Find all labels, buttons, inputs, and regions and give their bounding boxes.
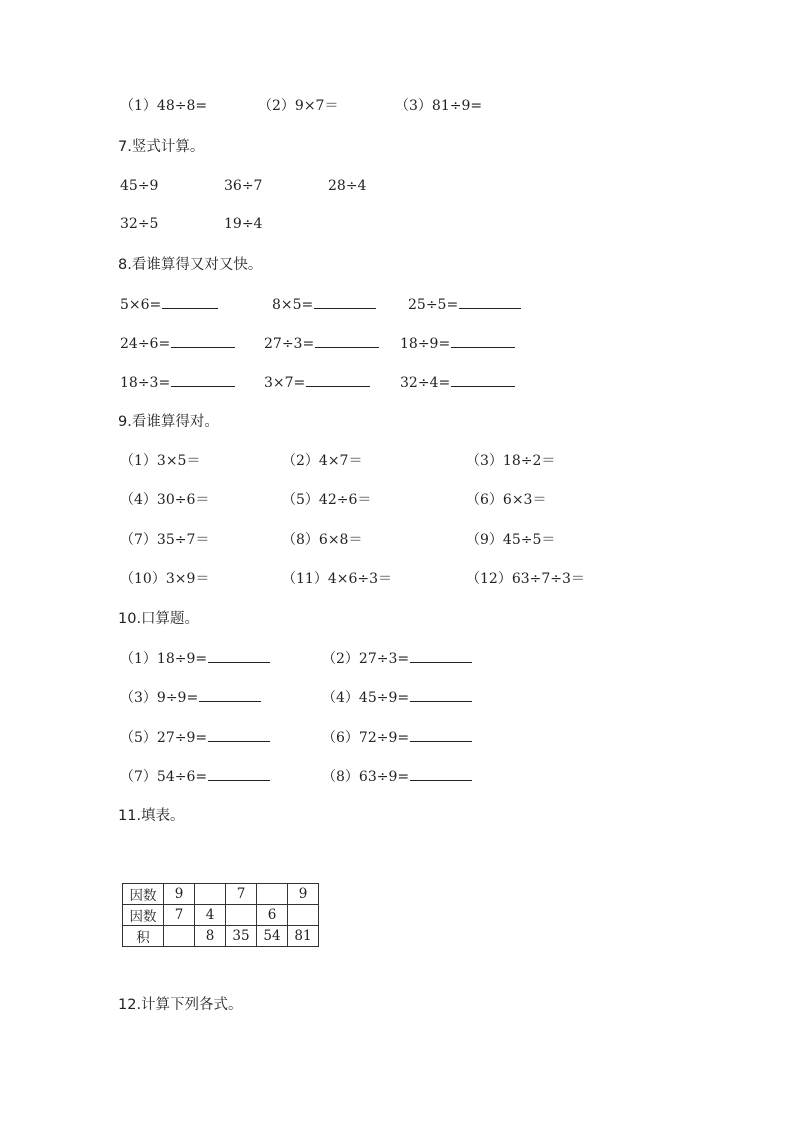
q10-item: [120, 766, 270, 787]
q9-item: （6）6×3＝: [466, 492, 547, 508]
table-cell[interactable]: 81: [288, 926, 319, 947]
answer-blank[interactable]: [199, 687, 261, 702]
answer-blank[interactable]: [410, 687, 472, 702]
q9-item: （2）4×7＝: [282, 453, 363, 469]
q7-title: 7.竖式计算。: [118, 139, 205, 155]
q9-item: （7）35÷7＝: [120, 532, 210, 548]
q8-expression: 3×7=: [264, 375, 306, 391]
q8-item: [120, 294, 218, 315]
q9-item: （5）42÷6＝: [282, 492, 372, 508]
q8-item: [120, 372, 235, 393]
q9-item: （1）3×5＝: [120, 453, 201, 469]
q8-item: [264, 333, 379, 354]
answer-blank[interactable]: [162, 294, 218, 309]
answer-blank[interactable]: [171, 372, 235, 387]
fill-table: [122, 883, 319, 947]
q8-expression: 27÷3=: [264, 336, 315, 352]
q11-title: 11.填表。: [118, 808, 185, 824]
q10-item: [322, 766, 472, 787]
table-cell[interactable]: [164, 926, 195, 947]
problem-2: （2）9×7＝: [258, 98, 339, 114]
q8-expression: 8×5=: [272, 297, 314, 313]
q8-item: [400, 333, 515, 354]
table-cell[interactable]: [195, 884, 226, 905]
q10-item: [120, 648, 270, 669]
answer-blank[interactable]: [459, 294, 521, 309]
q10-expression: （3）9÷9=: [120, 690, 199, 706]
q10-item: [322, 648, 472, 669]
q7-item: 19÷4: [224, 216, 263, 232]
q7-item: 45÷9: [120, 178, 159, 194]
q8-expression: 32÷4=: [400, 375, 451, 391]
table-cell[interactable]: [226, 905, 257, 926]
q9-item: （11）4×6÷3＝: [282, 571, 392, 587]
table-cell[interactable]: 4: [195, 905, 226, 926]
answer-blank[interactable]: [315, 333, 379, 348]
q10-item: [120, 687, 261, 708]
table-cell[interactable]: 9: [288, 884, 319, 905]
q8-title: 8.看谁算得又对又快。: [118, 257, 263, 273]
q9-item: （10）3×9＝: [120, 571, 210, 587]
q10-item: [322, 727, 472, 748]
q10-expression: （5）27÷9=: [120, 730, 208, 746]
answer-blank[interactable]: [208, 766, 270, 781]
table-row: [123, 905, 319, 926]
table-cell[interactable]: 7: [226, 884, 257, 905]
row-label: 积: [123, 926, 164, 947]
q9-item: （12）63÷7÷3＝: [466, 571, 585, 587]
row-label: 因数: [123, 884, 164, 905]
q8-expression: 5×6=: [120, 297, 162, 313]
row-label: 因数: [123, 905, 164, 926]
q9-title: 9.看谁算得对。: [118, 414, 219, 430]
answer-blank[interactable]: [306, 372, 370, 387]
q8-item: [408, 294, 521, 315]
q8-item: [120, 333, 235, 354]
answer-blank[interactable]: [208, 648, 270, 663]
table-cell[interactable]: 8: [195, 926, 226, 947]
q9-item: （9）45÷5＝: [466, 532, 556, 548]
answer-blank[interactable]: [451, 372, 515, 387]
q10-expression: （1）18÷9=: [120, 651, 208, 667]
q8-item: [264, 372, 370, 393]
answer-blank[interactable]: [314, 294, 376, 309]
answer-blank[interactable]: [410, 648, 472, 663]
answer-blank[interactable]: [451, 333, 515, 348]
answer-blank[interactable]: [410, 766, 472, 781]
q10-expression: （7）54÷6=: [120, 769, 208, 785]
q8-expression: 25÷5=: [408, 297, 459, 313]
table-row: [123, 926, 319, 947]
table-cell[interactable]: [257, 884, 288, 905]
q8-item: [272, 294, 376, 315]
table-cell[interactable]: 35: [226, 926, 257, 947]
q8-item: [400, 372, 515, 393]
table-row: [123, 884, 319, 905]
q10-expression: （4）45÷9=: [322, 690, 410, 706]
q7-item: 32÷5: [120, 216, 159, 232]
table-cell[interactable]: 7: [164, 905, 195, 926]
answer-blank[interactable]: [208, 727, 270, 742]
table-cell[interactable]: 6: [257, 905, 288, 926]
q7-item: 36÷7: [224, 178, 263, 194]
q12-title: 12.计算下列各式。: [118, 997, 243, 1013]
q10-item: [120, 727, 270, 748]
q7-item: 28÷4: [328, 178, 367, 194]
answer-blank[interactable]: [171, 333, 235, 348]
problem-1: （1）48÷8=: [120, 98, 208, 114]
q10-expression: （6）72÷9=: [322, 730, 410, 746]
q10-title: 10.口算题。: [118, 611, 200, 627]
q10-item: [322, 687, 472, 708]
problem-3: （3）81÷9=: [395, 98, 483, 114]
q8-expression: 24÷6=: [120, 336, 171, 352]
q8-expression: 18÷3=: [120, 375, 171, 391]
q10-expression: （2）27÷3=: [322, 651, 410, 667]
q9-item: （3）18÷2＝: [466, 453, 556, 469]
table-cell[interactable]: 54: [257, 926, 288, 947]
q9-item: （4）30÷6＝: [120, 492, 210, 508]
q8-expression: 18÷9=: [400, 336, 451, 352]
answer-blank[interactable]: [410, 727, 472, 742]
q9-item: （8）6×8＝: [282, 532, 363, 548]
table-cell[interactable]: [288, 905, 319, 926]
q10-expression: （8）63÷9=: [322, 769, 410, 785]
table-cell[interactable]: 9: [164, 884, 195, 905]
